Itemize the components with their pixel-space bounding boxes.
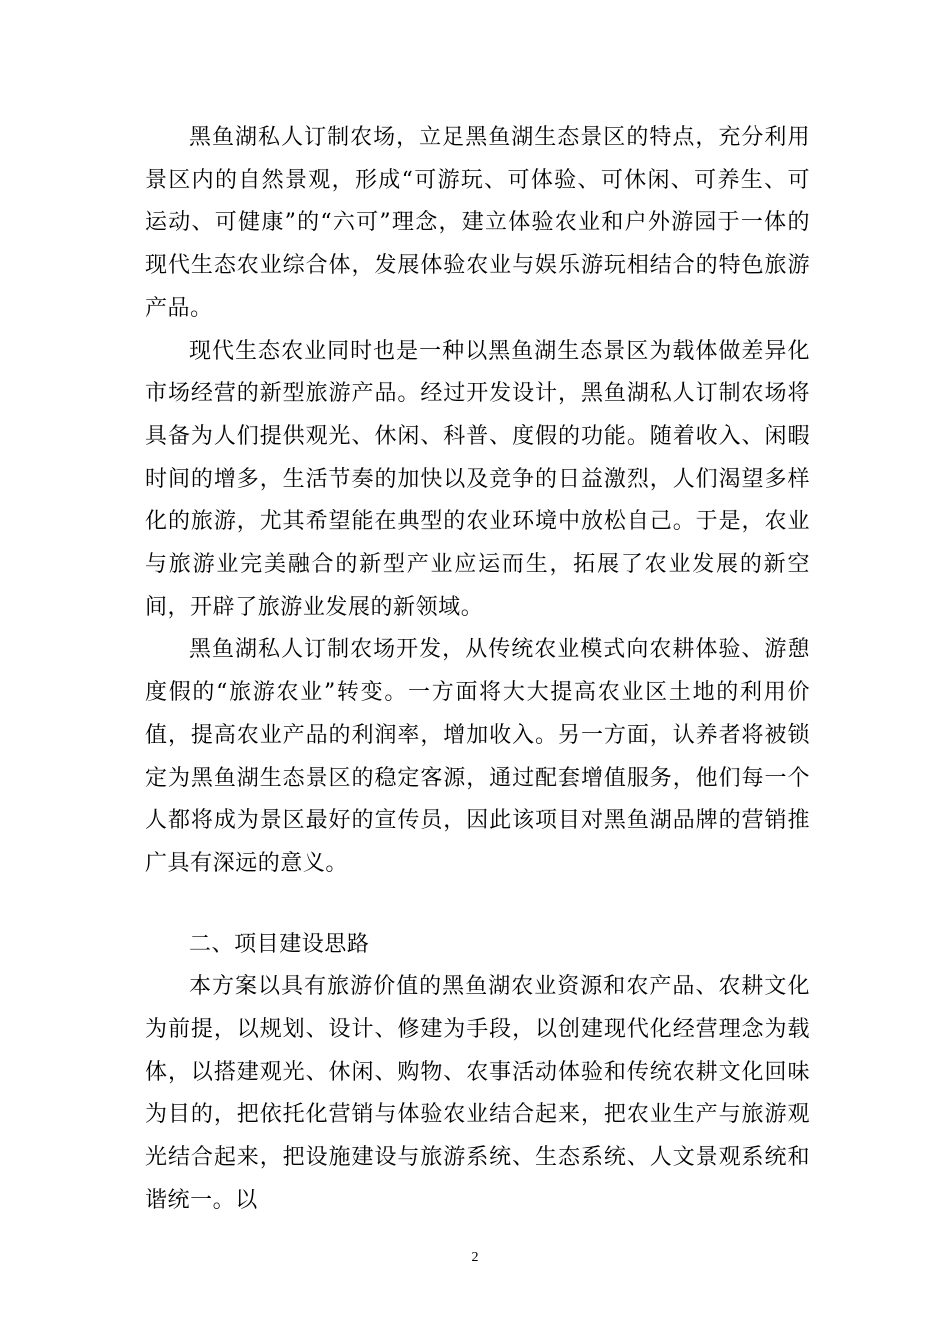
- page-number: 2: [471, 1250, 479, 1265]
- paragraph-1: 黑鱼湖私人订制农场，立足黑鱼湖生态景区的特点，充分利用景区内的自然景观，形成“可游玩、可体验、可休闲、可养生、可运动、可健康”的“六可”理念，建立体验农业和户外游园于一体的现代生态农业综合体，发展体验农业与娱乐游玩相结合的特色旅游产品。: [145, 125, 810, 321]
- document-body: [145, 117, 810, 1223]
- section-paragraph-1: 本方案以具有旅游价值的黑鱼湖农业资源和农产品、农耕文化为前提，以规划、设计、修建为手段，以创建现代化经营理念为载体，以搭建观光、休闲、购物、农事活动体验和传统农耕文化回味为目的，把依托化营销与体验农业结合起来，把农业生产与旅游观光结合起来，把设施建设与旅游系统、生态系统、人文景观系统和谐统一。以: [145, 974, 810, 1213]
- paragraph-2: 现代生态农业同时也是一种以黑鱼湖生态景区为载体做差异化市场经营的新型旅游产品。经过开发设计，黑鱼湖私人订制农场将具备为人们提供观光、休闲、科普、度假的功能。随着收入、闲暇时间的增多，生活节奏的加快以及竞争的日益激烈，人们渴望多样化的旅游，尤其希望能在典型的农业环境中放松自己。于是，农业与旅游业完美融合的新型产业应运而生，拓展了农业发展的新空间，开辟了旅游业发展的新领域。: [145, 338, 810, 620]
- section-heading: 二、项目建设思路: [189, 931, 370, 957]
- paragraph-3: 黑鱼湖私人订制农场开发，从传统农业模式向农耕体验、游憩度假的“旅游农业”转变。一方面将大大提高农业区土地的利用价值，提高农业产品的利润率，增加收入。另一方面，认养者将被锁定为黑鱼湖生态景区的稳定客源，通过配套增值服务，他们每一个人都将成为景区最好的宣传员，因此该项目对黑鱼湖品牌的营销推广具有深远的意义。: [145, 637, 810, 876]
